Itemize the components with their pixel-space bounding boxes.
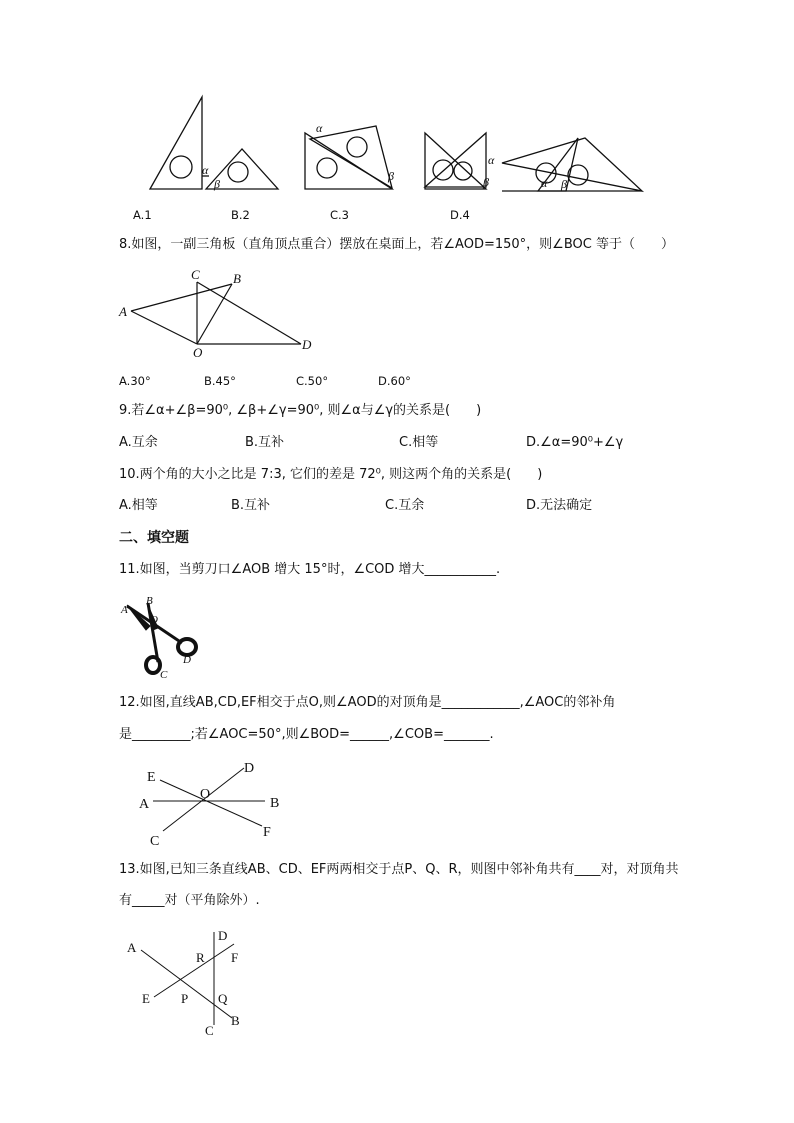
q11-label-c: C bbox=[160, 669, 168, 681]
q8-label-c: C bbox=[191, 267, 200, 282]
q9-option-b: B.互补 bbox=[245, 435, 285, 450]
q12-stem-line2: 是_________;若∠AOC=50°,则∠BOD=______,∠COB=_______. bbox=[119, 727, 494, 742]
q13-label-d: D bbox=[218, 928, 228, 943]
q8-option-b: B.45° bbox=[204, 374, 236, 388]
q8-label-o: O bbox=[193, 345, 203, 360]
q12-label-e: E bbox=[147, 770, 156, 785]
q13-label-c: C bbox=[205, 1023, 214, 1038]
q13-label-q: Q bbox=[218, 991, 228, 1006]
q7a-alpha-label: α bbox=[202, 163, 209, 177]
q11-stem: 11.如图，当剪刀口∠AOB 增大 15°时，∠COD 增大___________. bbox=[119, 562, 501, 577]
q13-label-p: P bbox=[181, 991, 189, 1006]
q7b-beta-label: β bbox=[388, 169, 394, 183]
q7a-beta-label: β bbox=[214, 177, 220, 191]
q10-option-d: D.无法确定 bbox=[526, 498, 593, 513]
q10-stem: 10.两个角的大小之比是 7:3, 它们的差是 72⁰, 则这两个角的关系是( ) bbox=[119, 467, 543, 482]
q9-option-a: A.互余 bbox=[119, 435, 158, 450]
q12-label-a: A bbox=[139, 797, 150, 812]
q9-option-c: C.相等 bbox=[399, 435, 439, 450]
q7-option-a: A.1 bbox=[133, 208, 152, 222]
q10-option-c: C.互余 bbox=[385, 498, 425, 513]
q8-label-a: A bbox=[119, 304, 127, 319]
q11-label-b: B bbox=[146, 595, 153, 607]
q7c-alpha-label: α bbox=[488, 153, 495, 167]
q13-label-f: F bbox=[231, 950, 239, 965]
q8-option-c: C.50° bbox=[296, 374, 329, 388]
q11-label-d: D bbox=[183, 654, 191, 666]
q7c-beta-label: β bbox=[483, 175, 489, 189]
q8-label-b: B bbox=[233, 271, 241, 286]
q9-stem: 9.若∠α+∠β=90⁰, ∠β+∠γ=90⁰, 则∠α与∠γ的关系是( ) bbox=[119, 403, 482, 418]
q7d-alpha-label: α bbox=[541, 176, 548, 190]
q13-label-b: B bbox=[231, 1013, 240, 1028]
q13-label-e: E bbox=[142, 991, 150, 1006]
q10-option-a: A.相等 bbox=[119, 498, 158, 513]
q13-stem-line2: 有_____对（平角除外）. bbox=[119, 893, 260, 908]
q7-option-d: D.4 bbox=[450, 208, 470, 222]
q9-option-d: D.∠α=90⁰+∠γ bbox=[526, 435, 624, 450]
q11-label-a: A bbox=[121, 604, 128, 616]
q7d-beta-label: β bbox=[561, 177, 567, 191]
q13-line-ab bbox=[141, 950, 232, 1018]
q8-option-d: D.60° bbox=[378, 374, 411, 388]
section-title-fill-blank: 二、填空题 bbox=[119, 530, 189, 546]
q12-label-o: O bbox=[200, 787, 211, 802]
q12-label-b: B bbox=[270, 796, 280, 811]
q12-label-c: C bbox=[150, 834, 160, 849]
q11-label-o: O bbox=[150, 614, 158, 626]
q7-option-c: C.3 bbox=[330, 208, 350, 222]
q13-label-a: A bbox=[127, 940, 137, 955]
q13-label-r: R bbox=[196, 950, 205, 965]
q12-label-d: D bbox=[244, 761, 255, 776]
q8-option-a: A.30° bbox=[119, 374, 151, 388]
q13-stem-line1: 13.如图,已知三条直线AB、CD、EF两两相交于点P、Q、R，则图中邻补角共有____对，对顶角共 bbox=[119, 862, 679, 877]
q10-option-b: B.互补 bbox=[231, 498, 271, 513]
q12-label-f: F bbox=[263, 825, 271, 840]
q7b-alpha-label: α bbox=[316, 121, 323, 135]
q12-stem-line1: 12.如图,直线AB,CD,EF相交于点O,则∠AOD的对顶角是____________,∠AOC的邻补角 bbox=[119, 695, 616, 710]
q8-stem: 8.如图，一副三角板（直角顶点重合）摆放在桌面上，若∠AOD=150°，则∠BOC 等于（ ） bbox=[119, 237, 674, 252]
q7-option-b: B.2 bbox=[231, 208, 250, 222]
q8-label-d: D bbox=[302, 337, 312, 352]
